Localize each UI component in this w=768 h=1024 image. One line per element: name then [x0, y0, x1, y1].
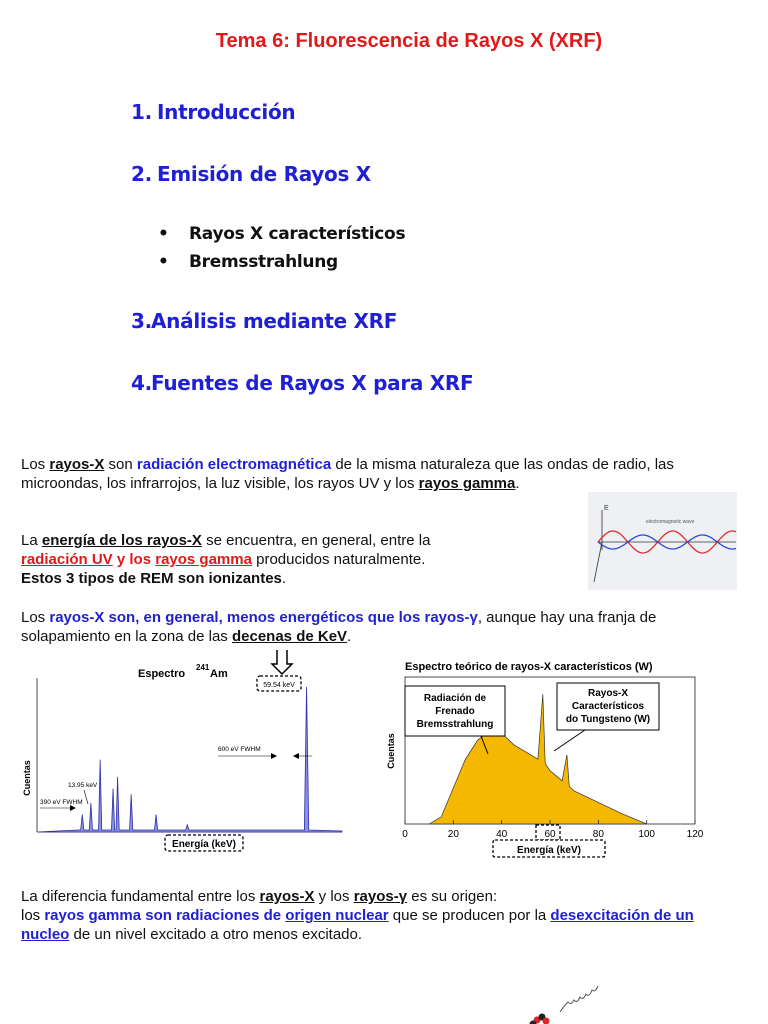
peak-label: 59.54 keV [263, 682, 295, 689]
w-xtick-label: 40 [496, 829, 508, 840]
w-ylabel: Cuentas [386, 733, 396, 769]
fwhm600-arrow-icon [271, 753, 277, 759]
fwhm390-label: 390 eV FWHM [40, 799, 83, 806]
toc-item-fuentes: 4.Fuentes de Rayos X para XRF [131, 371, 474, 395]
gamma-wave-icon [560, 986, 598, 1012]
peak-arrow-icon [272, 650, 292, 674]
w-xtick-label: 80 [592, 829, 604, 840]
w-xtick-label: 120 [686, 829, 704, 840]
svg-text:E: E [604, 505, 609, 512]
svg-text:electromagnetic wave: electromagnetic wave [646, 519, 695, 525]
am-xlabel: Energía (keV) [172, 839, 236, 850]
electromagnetic-wave-image [588, 492, 737, 590]
bremsstrahlung-line3: Bremsstrahlung [416, 719, 494, 730]
toc-subitem-caracteristicos: • Rayos X característicos [158, 224, 406, 244]
am-spectrum-trace [37, 687, 342, 832]
w-characteristic-spectrum-chart [378, 653, 723, 865]
w-xtick-label: 20 [447, 829, 459, 840]
characteristic-line1: Rayos-X [587, 688, 629, 699]
bremsstrahlung-line1: Radiación de [423, 693, 487, 704]
characteristic-line2: Característicos [571, 701, 645, 712]
w-xtick-label: 60 [544, 829, 556, 840]
toc-item-introduccion: 1. Introducción [131, 100, 296, 124]
paragraph-definicion: Los rayos-X son radiación electromagnética de la misma naturaleza que las ondas de radio, las microondas, los infrarrojos, la luz visible, los rayos UV y los rayos gamma. [21, 456, 674, 492]
paragraph-diferencia: La diferencia fundamental entre los rayos-X y los rayos-γ es su origen: los rayos gamma son radiaciones de origen nuclear que se producen por la desexcitación de un nucleo de un nivel excitado a otro menos excitado. [21, 888, 694, 943]
paragraph-energia: La energía de los rayos-X se encuentra, en general, entre la radiación UV y los rayos gamma producidos naturalmente. Estos 3 tipos de REM son ionizantes. [21, 532, 431, 587]
w-xtick-label: 0 [402, 829, 408, 840]
page-title: Tema 6: Fluorescencia de Rayos X (XRF) [215, 30, 603, 52]
am-title-sup: 241 [196, 663, 210, 672]
toc-subitem-bremsstrahlung: • Bremsstrahlung [158, 252, 338, 272]
am241-spectrum-chart [14, 650, 354, 860]
k1395-label: 13.95 keV [68, 782, 98, 789]
am-ylabel: Cuentas [22, 760, 32, 796]
w-xtick-label: 100 [638, 829, 656, 840]
fwhm600-arrow-left-icon [293, 753, 299, 759]
am-title: Espectro [138, 668, 186, 680]
am-title-element: Am [210, 668, 228, 680]
w-xlabel: Energía (keV) [517, 845, 581, 856]
paragraph-comparacion: Los rayos-X son, en general, menos energéticos que los rayos-γ, aunque hay una franja de solapamiento en la zona de las decenas de KeV. [21, 609, 657, 645]
characteristic-pointer [554, 730, 585, 751]
gamma-emission-decoration [520, 968, 610, 1024]
k1395-pointer [84, 790, 88, 804]
toc-item-emision: 2. Emisión de Rayos X [131, 162, 371, 186]
w-title: Espectro teórico de rayos-X característicos (W) [405, 661, 653, 673]
toc-item-analisis: 3.Análisis mediante XRF [131, 309, 398, 333]
bremsstrahlung-line2: Frenado [435, 706, 475, 717]
characteristic-line3: do Tungsteno (W) [565, 714, 651, 725]
fwhm600-label: 600 eV FWHM [218, 746, 261, 753]
